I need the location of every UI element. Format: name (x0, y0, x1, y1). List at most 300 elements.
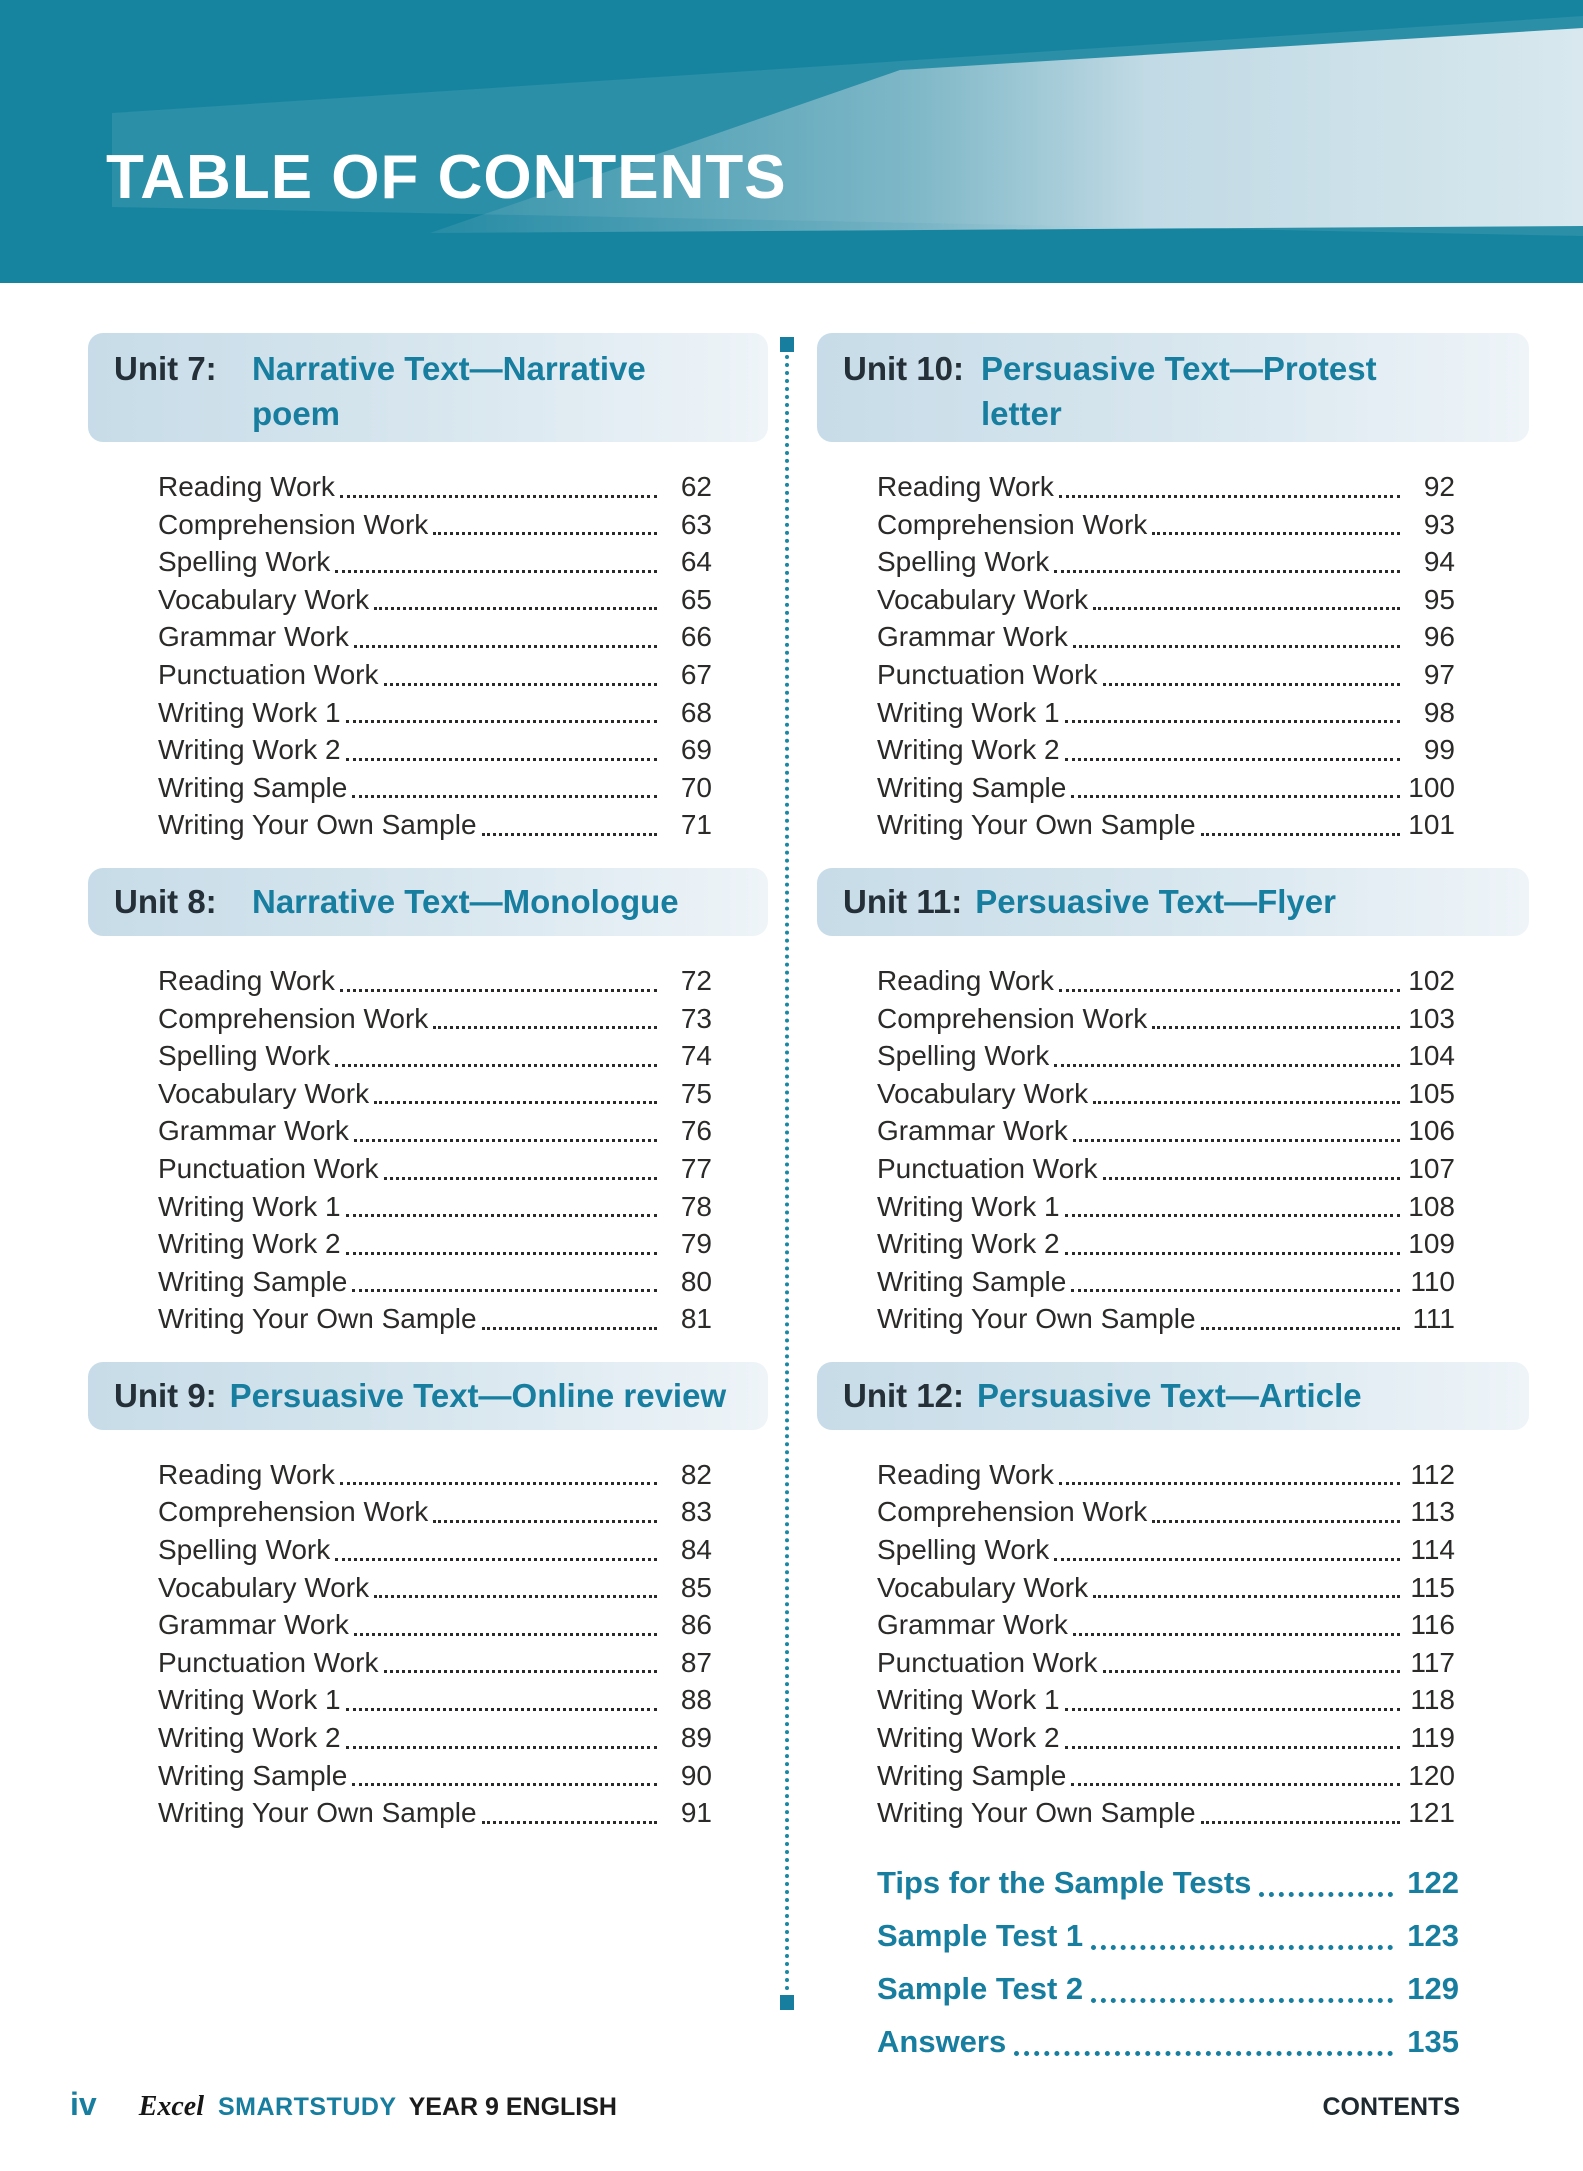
banner-wedge-graphic (0, 0, 1583, 283)
unit-entries (158, 468, 712, 844)
toc-entry (158, 1569, 712, 1607)
divider-endcap-bottom (780, 1995, 794, 2010)
entry-label: Spelling Work (877, 546, 1050, 578)
entry-page-number: 87 (680, 1646, 712, 1678)
entry-page-number: 99 (1423, 734, 1455, 766)
dot-leader (1006, 2015, 1403, 2068)
entry-label: Grammar Work (877, 621, 1068, 653)
dot-leader (1066, 769, 1407, 807)
entry-label: Writing Work 2 (158, 1722, 341, 1754)
dot-leader (330, 1531, 664, 1569)
dot-leader (349, 1112, 664, 1150)
toc-entry (877, 468, 1455, 506)
dot-leader (369, 1569, 664, 1607)
entry-label: Punctuation Work (877, 1152, 1098, 1184)
toc-entry (158, 1000, 712, 1038)
toc-entry (158, 468, 712, 506)
toc-entry (877, 506, 1455, 544)
toc-entry-highlight (877, 2015, 1459, 2068)
unit-label: Unit 12: (843, 1376, 965, 1414)
entry-label: Spelling Work (877, 1534, 1050, 1566)
dot-leader (1196, 1794, 1407, 1832)
sample-tests-list (877, 1856, 1459, 2068)
entry-label: Vocabulary Work (158, 583, 370, 615)
unit-label: Unit 8: (114, 882, 217, 920)
dot-leader (347, 769, 664, 807)
unit-entries (877, 468, 1455, 844)
unit-header (88, 1362, 768, 1430)
toc-entry (158, 769, 712, 807)
entry-label: Comprehension Work (158, 508, 429, 540)
toc-entry (877, 656, 1455, 694)
dot-leader (1196, 1300, 1407, 1338)
entry-label: Vocabulary Work (158, 1571, 370, 1603)
dot-leader (341, 1188, 664, 1226)
unit-section (88, 1362, 768, 1832)
dot-leader (1098, 1150, 1408, 1188)
dot-leader (1049, 543, 1407, 581)
entry-label: Reading Work (877, 471, 1054, 502)
unit-header (817, 333, 1529, 442)
toc-entry (877, 1681, 1455, 1719)
entry-page-number: 80 (680, 1265, 712, 1297)
unit-section (88, 333, 768, 844)
toc-entry (158, 618, 712, 656)
entry-label: Comprehension Work (877, 1002, 1148, 1034)
entry-page-number: 67 (680, 658, 712, 690)
entry-label: Writing Work 1 (158, 1684, 341, 1716)
toc-entry (877, 1719, 1455, 1757)
dot-leader (341, 1719, 664, 1757)
dot-leader (1066, 1757, 1407, 1795)
entry-page-number: 91 (680, 1797, 712, 1829)
toc-entry (877, 1606, 1455, 1644)
entry-label: Writing Sample (158, 1265, 348, 1297)
dot-leader (341, 1225, 664, 1263)
entry-page-number: 98 (1423, 696, 1455, 728)
toc-entry (877, 694, 1455, 732)
toc-entry (877, 806, 1455, 844)
toc-entry (877, 1150, 1455, 1188)
dot-leader (1083, 1909, 1403, 1962)
toc-entry (158, 962, 712, 1000)
entry-page-number: 90 (680, 1759, 712, 1791)
entry-page-number: 116 (1410, 1609, 1455, 1641)
dot-leader (1088, 581, 1407, 619)
unit-label: Unit 10: (843, 350, 965, 387)
entry-page-number: 92 (1423, 471, 1455, 502)
entry-label: Writing Sample (877, 1759, 1067, 1791)
entry-page-number: 109 (1408, 1228, 1455, 1260)
entry-page-number: 95 (1423, 583, 1455, 615)
unit-entries (877, 962, 1455, 1338)
entry-label: Writing Work 1 (158, 1190, 341, 1222)
entry-page-number: 120 (1408, 1759, 1455, 1791)
entry-page-number: 66 (680, 621, 712, 653)
entry-page-number: 82 (680, 1458, 712, 1490)
dot-leader (1147, 1493, 1407, 1531)
entry-label: Reading Work (158, 964, 335, 996)
unit-title: Persuasive Text—Flyer (975, 882, 1336, 920)
dot-leader (1060, 694, 1407, 732)
divider-endcap-top (780, 337, 794, 352)
entry-label: Comprehension Work (877, 1496, 1148, 1528)
toc-entry (158, 1263, 712, 1301)
entry-label: Writing Your Own Sample (877, 1303, 1196, 1335)
toc-entry (158, 543, 712, 581)
entry-page-number: 65 (680, 583, 712, 615)
dot-leader (1196, 806, 1407, 844)
dot-leader (1054, 962, 1407, 1000)
entry-label: Vocabulary Work (877, 1077, 1089, 1109)
dot-leader (1068, 1112, 1407, 1150)
dot-leader (349, 1606, 664, 1644)
entry-page-number: 105 (1408, 1077, 1455, 1109)
dot-leader (1066, 1263, 1407, 1301)
entry-label: Writing Work 2 (877, 1722, 1060, 1754)
dot-leader (341, 1681, 664, 1719)
entry-page-number: 101 (1408, 809, 1455, 841)
toc-entry (877, 769, 1455, 807)
entry-label: Spelling Work (158, 1534, 331, 1566)
toc-entry (158, 1644, 712, 1682)
entry-label: Writing Work 1 (158, 696, 341, 728)
entry-page-number: 111 (1412, 1303, 1455, 1335)
dot-leader (379, 656, 665, 694)
entry-page-number: 83 (680, 1496, 712, 1528)
toc-entry (877, 1225, 1455, 1263)
divider-dotted-line (785, 355, 789, 1992)
entry-page-number: 123 (1407, 1917, 1459, 1953)
unit-entries (158, 962, 712, 1338)
entry-page-number: 93 (1423, 508, 1455, 540)
entry-label: Sample Test 2 (877, 1970, 1084, 2006)
unit-title: Narrative Text—Monologue (252, 882, 679, 920)
dot-leader (369, 1075, 664, 1113)
entry-label: Writing Work 1 (877, 1190, 1060, 1222)
toc-entry (158, 1225, 712, 1263)
dot-leader (1068, 1606, 1407, 1644)
entry-label: Spelling Work (158, 546, 331, 578)
entry-label: Comprehension Work (158, 1496, 429, 1528)
page-footer (70, 2086, 1460, 2123)
entry-label: Spelling Work (158, 1040, 331, 1072)
dot-leader (1147, 506, 1407, 544)
toc-entry (158, 1531, 712, 1569)
toc-entry (877, 543, 1455, 581)
unit-label: Unit 9: (114, 1376, 217, 1414)
dot-leader (335, 962, 664, 1000)
unit-title: Persuasive Text—Article (977, 1376, 1362, 1414)
brand-smartstudy: SMARTSTUDY (218, 2093, 397, 2121)
dot-leader (1060, 1188, 1407, 1226)
toc-entry (877, 731, 1455, 769)
toc-entry-highlight (877, 1962, 1459, 2015)
entry-label: Reading Work (877, 964, 1054, 996)
entry-page-number: 74 (680, 1040, 712, 1072)
toc-entry (877, 1112, 1455, 1150)
entry-page-number: 84 (680, 1534, 712, 1566)
toc-entry (158, 1188, 712, 1226)
entry-page-number: 96 (1423, 621, 1455, 653)
dot-leader (1049, 1037, 1407, 1075)
toc-entry (158, 1300, 712, 1338)
entry-label: Punctuation Work (158, 1646, 379, 1678)
brand-series: YEAR 9 ENGLISH (408, 2093, 617, 2121)
entry-label: Writing Sample (158, 1759, 348, 1791)
toc-entry (877, 1757, 1455, 1795)
entry-label: Writing Your Own Sample (158, 809, 477, 841)
dot-leader (1088, 1075, 1407, 1113)
entry-page-number: 63 (680, 508, 712, 540)
dot-leader (347, 1263, 664, 1301)
unit-header (817, 1362, 1529, 1430)
entry-page-number: 86 (680, 1609, 712, 1641)
entry-page-number: 73 (680, 1002, 712, 1034)
entry-label: Grammar Work (158, 1115, 349, 1147)
toc-entry (158, 694, 712, 732)
entry-label: Writing Work 2 (877, 1228, 1060, 1260)
entry-page-number: 94 (1423, 546, 1455, 578)
entry-label: Reading Work (877, 1458, 1054, 1490)
entry-page-number: 115 (1410, 1571, 1455, 1603)
dot-leader (1054, 1456, 1407, 1494)
entry-page-number: 118 (1410, 1684, 1455, 1716)
dot-leader (379, 1150, 665, 1188)
entry-label: Writing Work 1 (877, 696, 1060, 728)
unit-label: Unit 7: (114, 350, 217, 387)
entry-page-number: 114 (1410, 1534, 1455, 1566)
unit-entries (158, 1456, 712, 1832)
toc-entry (877, 1037, 1455, 1075)
toc-entry (877, 581, 1455, 619)
entry-page-number: 129 (1407, 1970, 1459, 2006)
entry-page-number: 68 (680, 696, 712, 728)
entry-page-number: 103 (1408, 1002, 1455, 1034)
column-divider (780, 337, 794, 2010)
toc-entry (877, 1000, 1455, 1038)
entry-label: Grammar Work (877, 1115, 1068, 1147)
entry-page-number: 97 (1423, 658, 1455, 690)
dot-leader (330, 1037, 664, 1075)
toc-entry (158, 1112, 712, 1150)
toc-entry (158, 1037, 712, 1075)
entry-label: Comprehension Work (158, 1002, 429, 1034)
entry-page-number: 113 (1410, 1496, 1455, 1528)
dot-leader (1098, 1644, 1408, 1682)
entry-label: Writing Work 2 (158, 1228, 341, 1260)
entry-page-number: 75 (680, 1077, 712, 1109)
toc-entry (158, 731, 712, 769)
entry-page-number: 112 (1410, 1458, 1455, 1490)
unit-header (817, 868, 1529, 936)
entry-label: Tips for the Sample Tests (877, 1864, 1252, 1900)
entry-label: Vocabulary Work (158, 1077, 370, 1109)
brand-excel: Excel (138, 2091, 204, 2122)
entry-label: Reading Work (158, 1458, 335, 1490)
dot-leader (379, 1644, 665, 1682)
toc-entry (877, 1300, 1455, 1338)
dot-leader (477, 1794, 664, 1832)
entry-label: Writing Your Own Sample (877, 809, 1196, 841)
toc-entry (158, 506, 712, 544)
toc-entry (877, 962, 1455, 1000)
dot-leader (1060, 1719, 1407, 1757)
entry-page-number: 85 (680, 1571, 712, 1603)
footer-section-label: CONTENTS (1322, 2093, 1460, 2121)
unit-header (88, 333, 768, 442)
entry-page-number: 62 (680, 471, 712, 502)
entry-label: Writing Work 1 (877, 1684, 1060, 1716)
dot-leader (1147, 1000, 1407, 1038)
entry-label: Punctuation Work (877, 1646, 1098, 1678)
entry-page-number: 89 (680, 1722, 712, 1754)
right-column (817, 333, 1529, 2068)
toc-entry (877, 1263, 1455, 1301)
unit-header (88, 868, 768, 936)
dot-leader (1054, 468, 1407, 506)
entry-page-number: 69 (680, 734, 712, 766)
dot-leader (335, 1456, 664, 1494)
page-title: TABLE OF CONTENTS (106, 143, 787, 212)
entry-page-number: 104 (1408, 1040, 1455, 1072)
folio-page-number: iv (70, 2086, 97, 2122)
dot-leader (341, 731, 664, 769)
unit-entries (877, 1456, 1455, 1832)
dot-leader (347, 1757, 664, 1795)
entry-page-number: 121 (1408, 1797, 1455, 1829)
toc-entry (877, 1794, 1455, 1832)
dot-leader (1060, 1225, 1407, 1263)
entry-label: Comprehension Work (877, 508, 1148, 540)
entry-page-number: 81 (680, 1303, 712, 1335)
unit-section (817, 1362, 1529, 1832)
entry-page-number: 106 (1408, 1115, 1455, 1147)
dot-leader (335, 468, 664, 506)
toc-entry (877, 1075, 1455, 1113)
entry-label: Writing Work 2 (877, 734, 1060, 766)
entry-label: Writing Sample (877, 1265, 1067, 1297)
entry-label: Writing Your Own Sample (158, 1797, 477, 1829)
entry-label: Grammar Work (158, 621, 349, 653)
unit-section (817, 868, 1529, 1338)
toc-entry (158, 1075, 712, 1113)
entry-label: Sample Test 1 (877, 1917, 1084, 1953)
entry-page-number: 122 (1407, 1864, 1459, 1900)
entry-page-number: 79 (680, 1228, 712, 1260)
entry-page-number: 135 (1407, 2023, 1459, 2059)
entry-label: Vocabulary Work (877, 583, 1089, 615)
entry-label: Reading Work (158, 471, 335, 502)
dot-leader (428, 1000, 664, 1038)
dot-leader (330, 543, 664, 581)
toc-entry (158, 1719, 712, 1757)
toc-entry-highlight (877, 1856, 1459, 1909)
dot-leader (1083, 1962, 1403, 2015)
entry-page-number: 76 (680, 1115, 712, 1147)
entry-page-number: 107 (1408, 1152, 1455, 1184)
dot-leader (1068, 618, 1407, 656)
dot-leader (1060, 1681, 1407, 1719)
entry-label: Grammar Work (877, 1609, 1068, 1641)
toc-entry (158, 1150, 712, 1188)
entry-page-number: 100 (1408, 771, 1455, 803)
brand-lockup (139, 2091, 617, 2123)
unit-title: Persuasive Text—Online review (229, 1376, 727, 1414)
dot-leader (428, 506, 664, 544)
banner (0, 0, 1583, 283)
entry-label: Punctuation Work (158, 658, 379, 690)
entry-page-number: 110 (1410, 1265, 1455, 1297)
toc-entry (158, 1757, 712, 1795)
toc-entry (158, 1794, 712, 1832)
dot-leader (349, 618, 664, 656)
entry-label: Writing Your Own Sample (158, 1303, 477, 1335)
unit-label: Unit 11: (843, 882, 963, 920)
unit-title: Persuasive Text—Protest letter (981, 350, 1377, 432)
entry-page-number: 64 (680, 546, 712, 578)
toc-entry (877, 618, 1455, 656)
unit-title: Narrative Text—Narrative poem (252, 350, 646, 432)
entry-page-number: 108 (1408, 1190, 1455, 1222)
unit-section (88, 868, 768, 1338)
toc-entry (158, 581, 712, 619)
entry-page-number: 70 (680, 771, 712, 803)
toc-entry (877, 1493, 1455, 1531)
toc-entry (877, 1644, 1455, 1682)
entry-label: Writing Your Own Sample (877, 1797, 1196, 1829)
dot-leader (341, 694, 664, 732)
dot-leader (1049, 1531, 1407, 1569)
toc-entry (877, 1569, 1455, 1607)
unit-section (817, 333, 1529, 844)
entry-page-number: 119 (1410, 1722, 1455, 1754)
entry-page-number: 72 (680, 964, 712, 996)
entry-label: Writing Sample (158, 771, 348, 803)
dot-leader (1060, 731, 1407, 769)
toc-entry (158, 1606, 712, 1644)
dot-leader (1088, 1569, 1407, 1607)
entry-page-number: 77 (680, 1152, 712, 1184)
toc-entry (158, 1681, 712, 1719)
entry-label: Writing Sample (877, 771, 1067, 803)
dot-leader (1251, 1856, 1403, 1909)
entry-page-number: 88 (680, 1684, 712, 1716)
toc-entry (877, 1531, 1455, 1569)
toc-entry (877, 1188, 1455, 1226)
entry-label: Punctuation Work (877, 658, 1098, 690)
entry-label: Punctuation Work (158, 1152, 379, 1184)
toc-entry (158, 1493, 712, 1531)
entry-page-number: 78 (680, 1190, 712, 1222)
dot-leader (477, 806, 664, 844)
left-column (88, 333, 768, 1856)
entry-label: Vocabulary Work (877, 1571, 1089, 1603)
dot-leader (428, 1493, 664, 1531)
entry-label: Spelling Work (877, 1040, 1050, 1072)
toc-entry (158, 1456, 712, 1494)
entry-page-number: 117 (1410, 1646, 1455, 1678)
entry-page-number: 102 (1408, 964, 1455, 996)
entry-label: Writing Work 2 (158, 734, 341, 766)
entry-label: Grammar Work (158, 1609, 349, 1641)
dot-leader (1098, 656, 1408, 694)
toc-entry (158, 806, 712, 844)
toc-entry (877, 1456, 1455, 1494)
dot-leader (369, 581, 664, 619)
dot-leader (477, 1300, 664, 1338)
entry-label: Answers (877, 2023, 1007, 2059)
